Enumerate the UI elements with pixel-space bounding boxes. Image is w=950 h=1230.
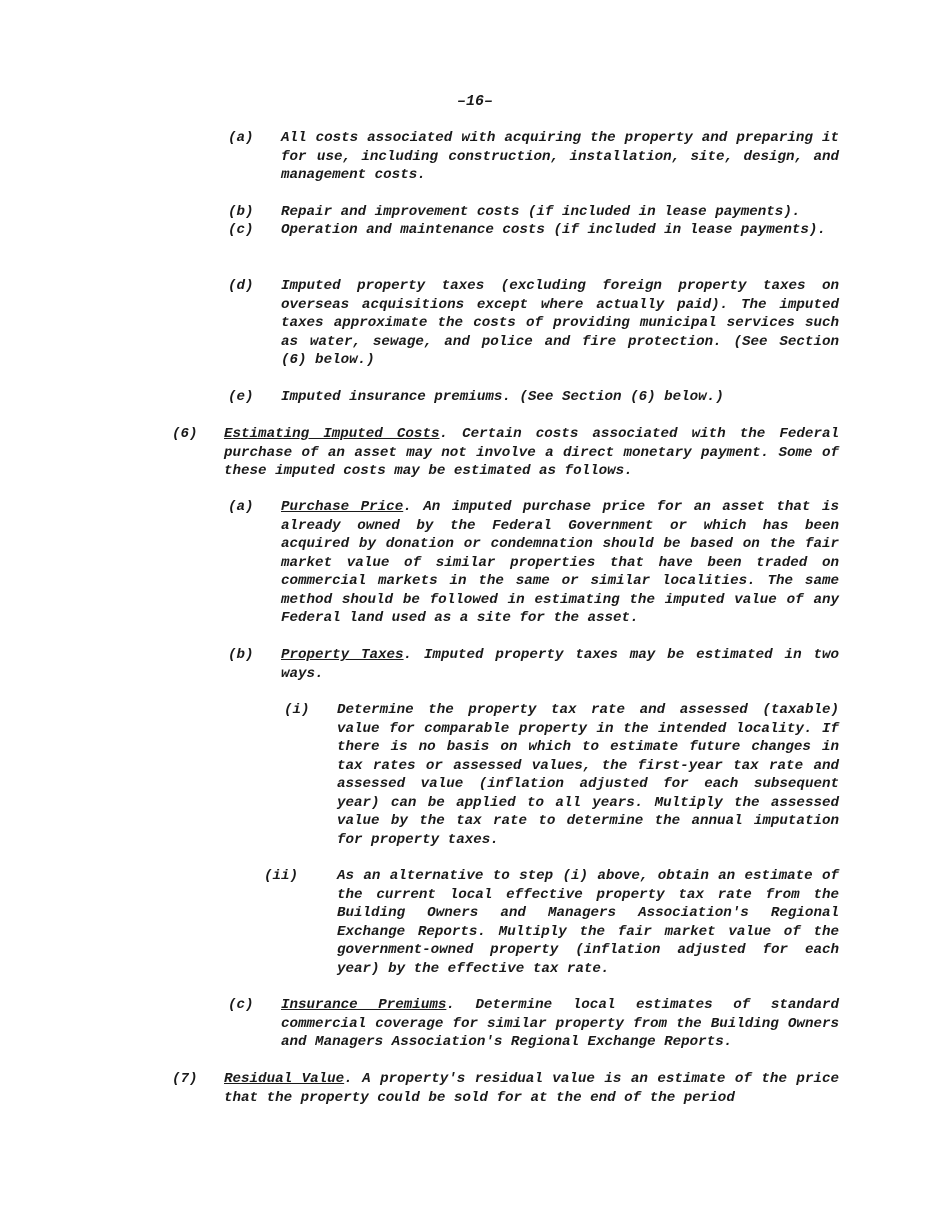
section-body: . Certain costs associated with the Federal purchase of an asset may not involve a direct monetary payment. Some of these imputed costs may be estimated as follows. <box>224 426 839 479</box>
section-label: (6) <box>172 426 198 442</box>
item-text: Imputed property taxes (excluding foreign property taxes on overseas acquisitions except where actually paid). The imputed taxes approximate the costs of providing municipal services such as water, sewage, and police and fire protection. (See Section (6) below.) <box>281 278 839 368</box>
item-heading: Property Taxes <box>281 647 404 663</box>
item-body: . Imputed property taxes may be estimated in two ways. <box>281 647 839 682</box>
section-text <box>224 1070 839 1107</box>
item-text: Operation and maintenance costs (if included in lease payments). <box>281 222 826 238</box>
section-heading: Estimating Imputed Costs <box>224 426 440 442</box>
item-label: (c) <box>228 997 254 1013</box>
item-label: (ii) <box>264 868 299 884</box>
item-label: (b) <box>228 647 254 663</box>
item-heading: Insurance Premiums <box>281 997 447 1013</box>
item-body: . An imputed purchase price for an asset that is already owned by the Federal Government or which has been acquired by donation or condemnation should be based on the fair market value of similar properties that have been traded on commercial markets in the same or similar localities. The same method should be followed in estimating the imputed value of any Federal land used as a site for the asset. <box>281 499 839 626</box>
item-text: As an alternative to step (i) above, obtain an estimate of the current local effective property tax rate from the Building Owners and Managers Association's Regional Exchange Reports. Multiply the fair market value of the government-owned property (inflation adjusted for each year) by the effective tax rate. <box>337 868 839 977</box>
item-label: (a) <box>228 130 254 146</box>
item-body: . Determine local estimates of standard commercial coverage for similar property from the Building Owners and Managers Association's Regional Exchange Reports. <box>281 997 840 1050</box>
item-text: Repair and improvement costs (if included in lease payments). <box>281 204 801 220</box>
section-text <box>224 425 839 481</box>
item-label: (b) <box>228 204 254 220</box>
item-heading: Purchase Price <box>281 499 404 515</box>
item-label: (i) <box>284 702 310 718</box>
item-label: (e) <box>228 389 254 405</box>
item-text <box>281 498 839 628</box>
item-label: (a) <box>228 499 254 515</box>
section-heading: Residual Value <box>224 1071 345 1087</box>
item-text: Imputed insurance premiums. (See Section (6) below.) <box>281 389 724 405</box>
item-text: Determine the property tax rate and assessed (taxable) value for comparable property in the intended locality. If there is no basis on which to estimate future changes in tax rates or assessed values, the first-year tax rate and assessed value (inflation adjusted for each subsequent year) can be applied to all years. Multiply the assessed value by the tax rate to determine the annual imputation for property taxes. <box>337 702 839 848</box>
section-body: . A property's residual value is an estimate of the price that the property could be sold for at the end of the period <box>224 1071 839 1106</box>
page-number: –16– <box>456 93 493 110</box>
item-text <box>281 996 839 1052</box>
item-label: (c) <box>228 222 254 238</box>
item-label: (d) <box>228 278 254 294</box>
section-label: (7) <box>172 1071 198 1087</box>
item-text <box>281 646 839 683</box>
item-text: All costs associated with acquiring the property and preparing it for use, including construction, installation, site, design, and management costs. <box>281 130 839 183</box>
